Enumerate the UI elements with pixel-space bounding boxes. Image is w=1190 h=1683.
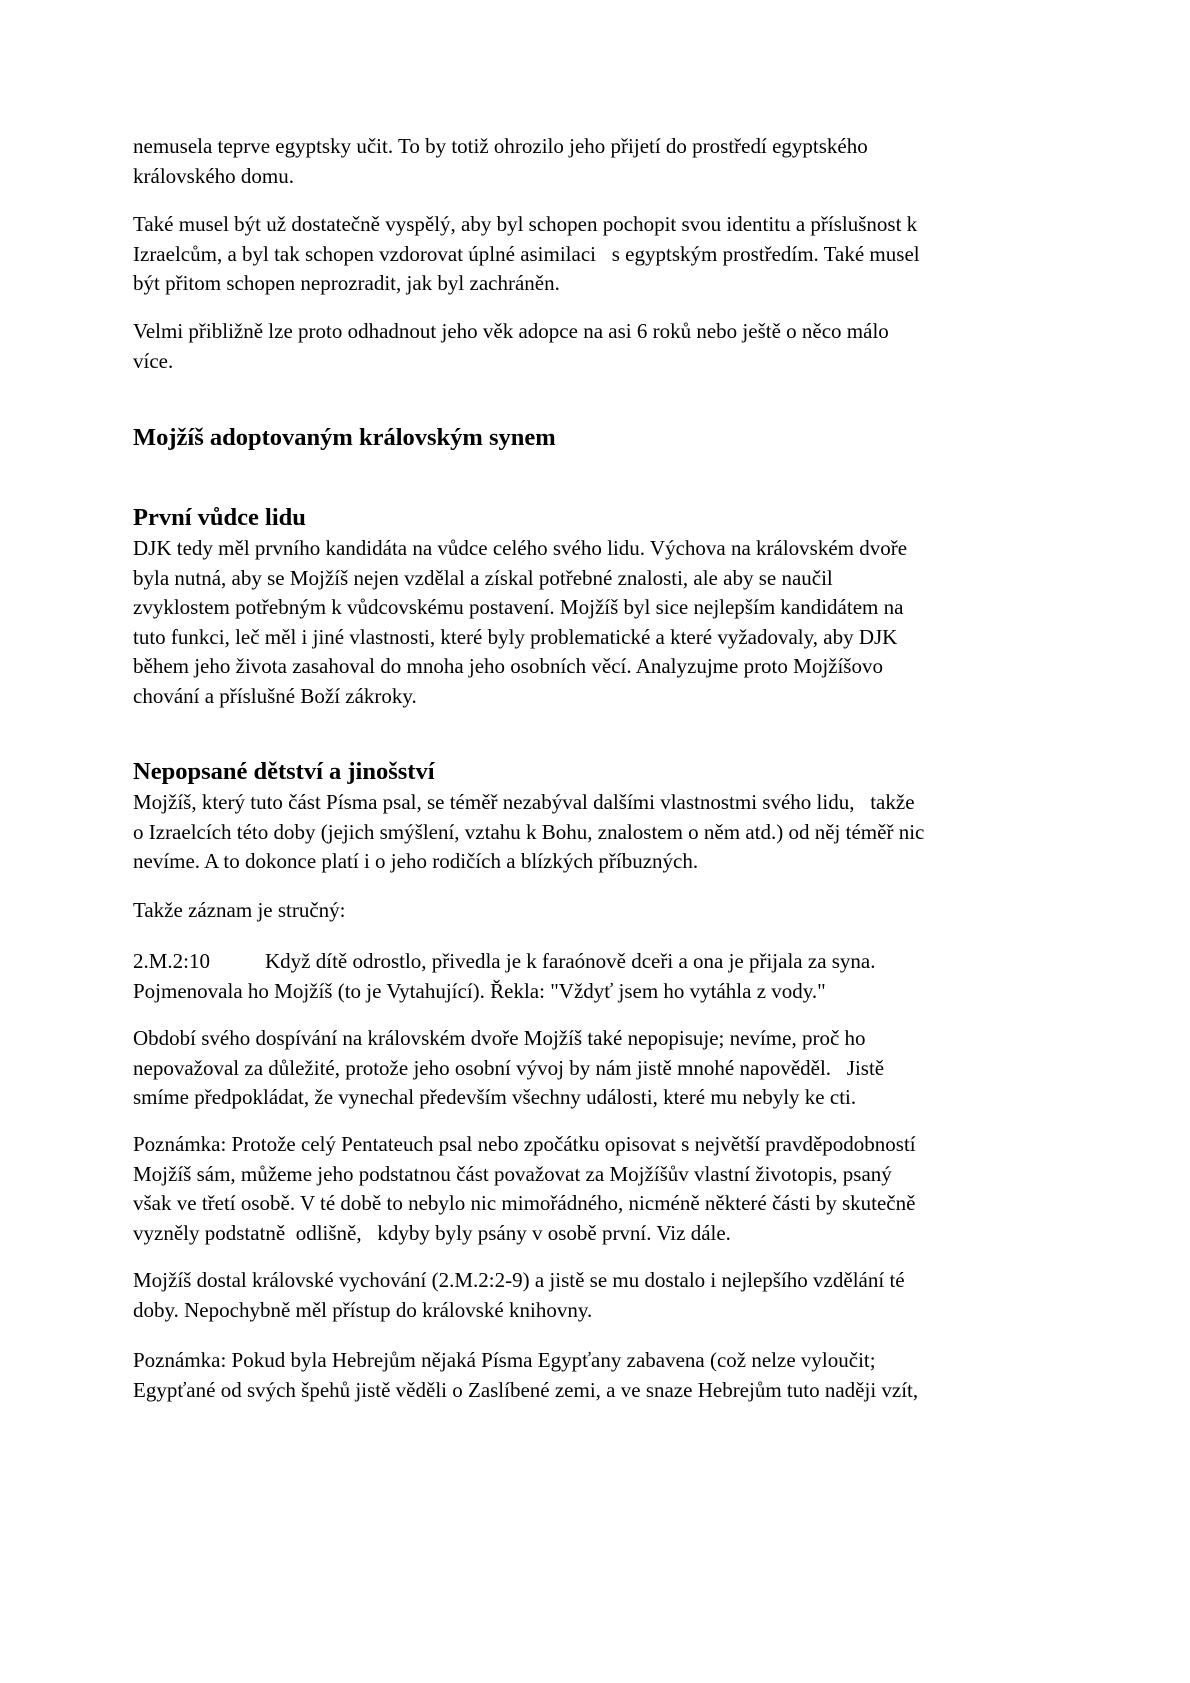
- text-line: během jeho života zasahoval do mnoha jeho osobních věcí. Analyzujme proto Mojžíšovo: [133, 654, 883, 678]
- text-line: více.: [133, 348, 174, 373]
- paragraph-8: [133, 1266, 993, 1325]
- text-line: nepovažoval za důležité, protože jeho osobní vývoj by nám jistě mnohé napověděl. Jistě: [133, 1055, 885, 1080]
- text-line: Také musel být už dostatečně vyspělý, aby byl schopen pochopit svou identitu a příslušnost k: [133, 212, 918, 236]
- heading-first-leader: První vůdce lidu: [133, 504, 306, 531]
- text-line: tuto funkci, leč měl i jiné vlastnosti, které byly problematické a které vyžadovaly, aby DJK: [133, 624, 898, 649]
- text-line: nemusela teprve egyptsky učit. To by totiž ohrozilo jeho přijetí do prostředí egyptského: [133, 134, 868, 158]
- text-line: Mojžíš, který tuto část Písma psal, se téměř nezabýval dalšími vlastnostmi svého lidu, takže: [133, 790, 915, 814]
- text-line: být přitom schopen neprozradit, jak byl zachráněn.: [133, 271, 560, 295]
- text-line: královského domu.: [133, 163, 294, 188]
- text-line: Takže záznam je stručný:: [133, 898, 346, 922]
- paragraph-5: [133, 788, 993, 877]
- text-line: Mojžíš sám, můžeme jeho podstatnou část považovat za Mojžíšův vlastní životopis, psaný: [133, 1161, 892, 1186]
- verse-text: Když dítě odrostlo, přivedla je k faraónově dceři a ona je přijala za syna.: [265, 949, 876, 973]
- paragraph-1: [133, 132, 993, 191]
- verse-reference: 2.M.2:10: [133, 949, 211, 973]
- text-line: Poznámka: Pokud byla Hebrejům nějaká Písma Egypťany zabavena (což nelze vyloučit;: [133, 1348, 876, 1372]
- text-line: Izraelcům, a byl tak schopen vzdorovat úplné asimilaci s egyptským prostředím. Také musel: [133, 241, 920, 266]
- text-line: smíme předpokládat, že vynechal především všechny události, které mu nebyly ke cti.: [133, 1085, 857, 1109]
- text-line: vyzněly podstatně odlišně, kdyby byly psány v osobě první. Viz dále.: [133, 1220, 731, 1245]
- paragraph-6: [133, 896, 993, 926]
- paragraph-3: [133, 317, 993, 376]
- text-line: Období svého dospívání na královském dvoře Mojžíš také nepopisuje; nevíme, proč ho: [133, 1026, 866, 1050]
- text-line: Pojmenovala ho Mojžíš (to je Vytahující). Řekla: "Vždyť jsem ho vytáhla z vody.": [133, 978, 826, 1003]
- text-line: DJK tedy měl prvního kandidáta na vůdce celého svého lidu. Výchova na královském dvoře: [133, 536, 908, 560]
- note-1: [133, 1130, 993, 1248]
- text-line: Poznámka: Protože celý Pentateuch psal nebo zpočátku opisovat s největší pravděpodobností: [133, 1132, 916, 1156]
- heading-undescribed-childhood: Nepopsané dětství a jinošství: [133, 758, 435, 785]
- note-2: [133, 1346, 993, 1405]
- text-line: Egypťané od svých špehů jistě věděli o Zaslíbené zemi, a ve snaze Hebrejům tuto naději vzít,: [133, 1377, 919, 1402]
- text-line: o Izraelcích této doby (jejich smýšlení, vztahu k Bohu, znalostem o něm atd.) od něj téměř nic: [133, 819, 925, 844]
- text-line: chování a příslušné Boží zákroky.: [133, 683, 417, 708]
- text-line: Velmi přibližně lze proto odhadnout jeho věk adopce na asi 6 roků nebo ještě o něco málo: [133, 319, 889, 343]
- heading-adopted-royal-son: Mojžíš adoptovaným královským synem: [133, 424, 556, 451]
- text-line: byla nutná, aby se Mojžíš nejen vzdělal a získal potřebné znalosti, ale aby se naučil: [133, 565, 833, 590]
- paragraph-2: [133, 210, 993, 299]
- text-line: však ve třetí osobě. V té době to nebylo nic mimořádného, nicméně některé části by skutečně: [133, 1191, 916, 1215]
- text-line: nevíme. A to dokonce platí i o jeho rodičích a blízkých příbuzných.: [133, 849, 699, 873]
- text-line: [133, 947, 993, 977]
- text-line: Mojžíš dostal královské vychování (2.M.2:2-9) a jistě se mu dostalo i nejlepšího vzdělání té: [133, 1268, 905, 1292]
- text-line: zvyklostem potřebným k vůdcovskému postavení. Mojžíš byl sice nejlepším kandidátem na: [133, 595, 904, 619]
- paragraph-4: [133, 534, 993, 711]
- paragraph-7: [133, 1024, 993, 1113]
- text-line: doby. Nepochybně měl přístup do královské knihovny.: [133, 1297, 593, 1322]
- verse-quote: [133, 947, 993, 1006]
